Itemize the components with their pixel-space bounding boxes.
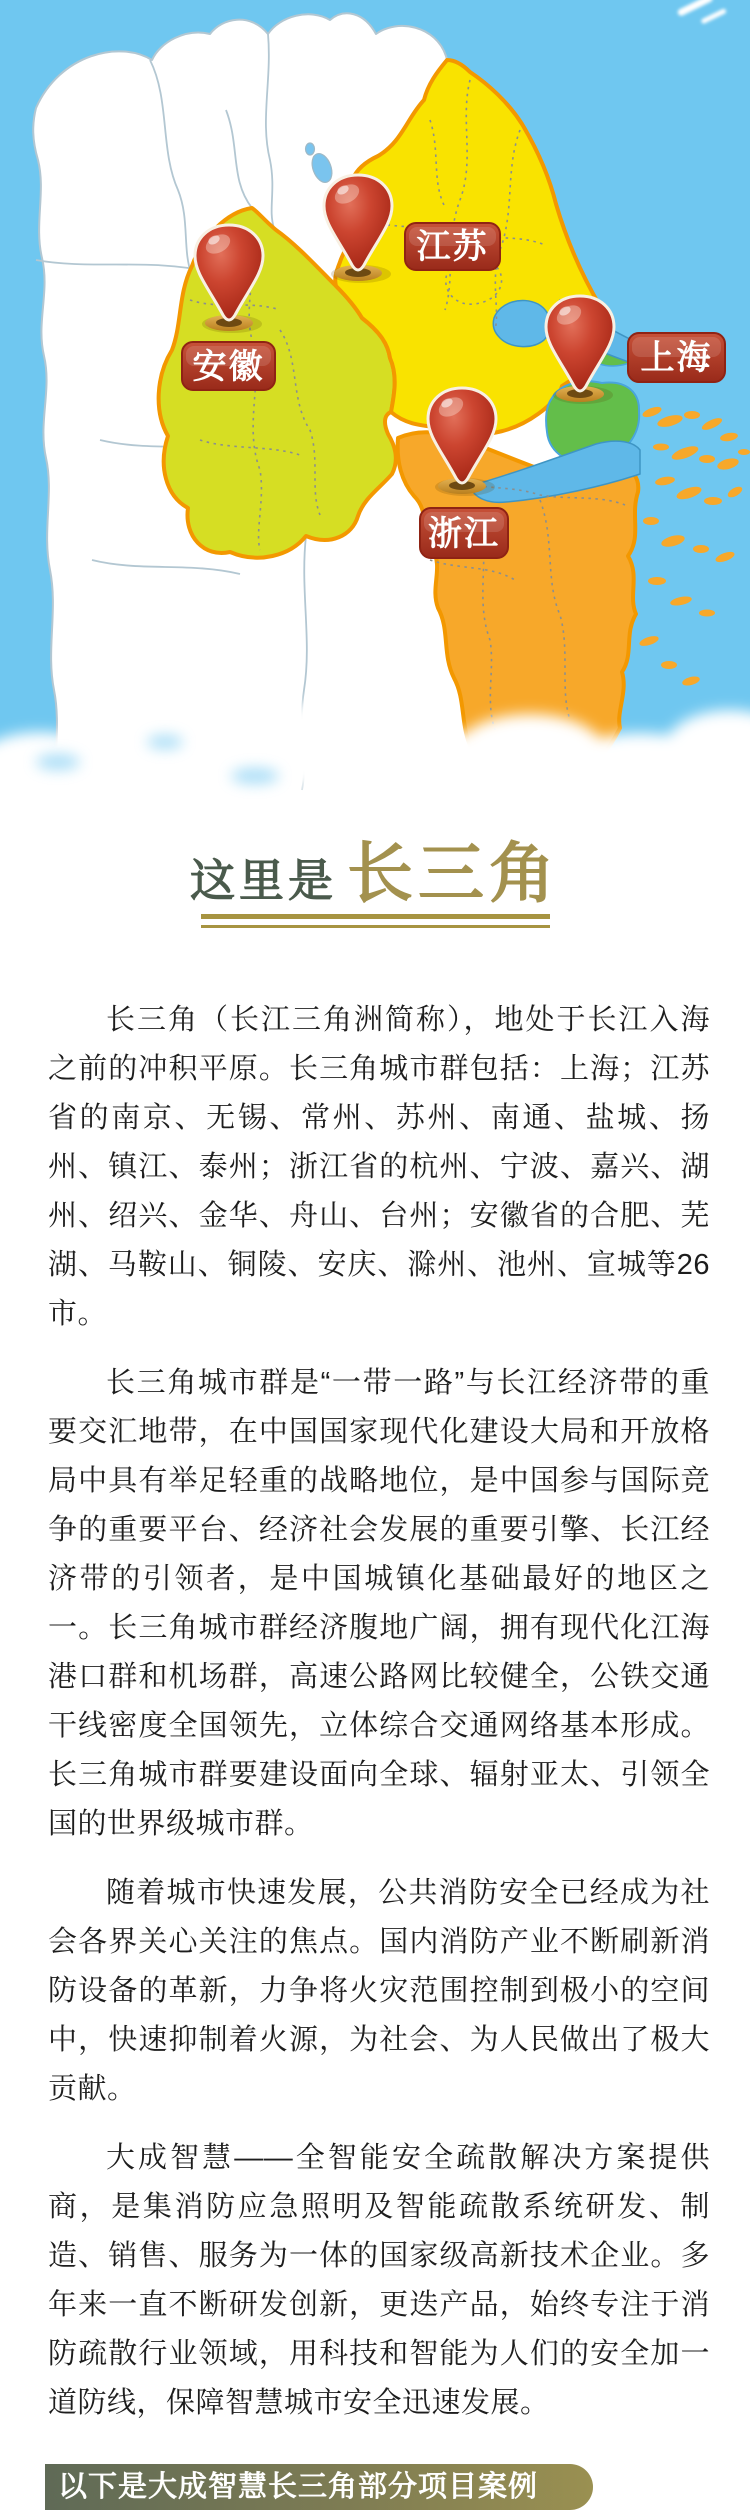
section-title	[0, 836, 750, 910]
title-highlight: 长三角	[347, 836, 560, 910]
title-underline	[201, 914, 550, 928]
article-body	[48, 996, 710, 2428]
map-plaque-shanghai	[628, 333, 725, 382]
title-prefix: 这里是	[189, 855, 337, 906]
paragraph-fire-safety: 随着城市快速发展，公共消防安全已经成为社会各界关心关注的焦点。国内消防产业不断刷新消防设备的革新，力争将火灾范围控制到极小的空间中，快速抑制着火源，为社会、为人民做出了极大贡献。	[48, 1877, 710, 2105]
paragraph-strategy: 长三角城市群是“一带一路”与长江经济带的重要交汇地带，在中国国家现代化建设大局和开放格局中具有举足轻重的战略地位，是中国参与国际竞争的重要平台、经济社会发展的重要引擎、长江经济带的引领者，是中国城镇化基础最好的地区之一。长三角城市群经济腹地广阔，拥有现代化江海港口群和机场群，高速公路网比较健全，公铁交通干线密度全国领先，立体综合交通网络基本形成。长三角城市群要建设面向全球、辐射亚太、引领全国的世界级城市群。	[48, 1367, 710, 1840]
map-bottom-white	[0, 818, 750, 832]
footer-banner: 以下是大成智慧长三角部分项目案例	[45, 2464, 593, 2510]
map-svg	[0, 0, 750, 832]
map-plaque-anhui	[182, 342, 275, 390]
map-label-jiangsu: 江苏	[416, 228, 489, 266]
yangtze-delta-map	[0, 0, 750, 832]
paragraph-intro: 长三角（长江三角洲简称），地处于长江入海之前的冲积平原。长三角城市群包括：上海；江苏省的南京、无锡、常州、苏州、南通、盐城、扬州、镇江、泰州；浙江省的杭州、宁波、嘉兴、湖州、绍兴、金华、舟山、台州；安徽省的合肥、芜湖、马鞍山、铜陵、安庆、滁州、池州、宣城等26市。	[48, 1004, 710, 1330]
map-label-anhui: 安徽	[192, 348, 265, 386]
map-label-zhejiang: 浙江	[428, 515, 500, 553]
paragraph-company: 大成智慧——全智能安全疏散解决方案提供商，是集消防应急照明及智能疏散系统研发、制造、销售、服务为一体的国家级高新技术企业。多年来一直不断研发创新，更迭产品，始终专注于消防疏散行业领域，用科技和智能为人们的安全加一道防线，保障智慧城市安全迅速发展。	[48, 2142, 710, 2419]
lake-taihu	[493, 300, 550, 346]
map-plaque-jiangsu	[405, 223, 500, 270]
map-label-shanghai: 上海	[640, 339, 713, 377]
map-plaque-zhejiang	[420, 508, 508, 558]
